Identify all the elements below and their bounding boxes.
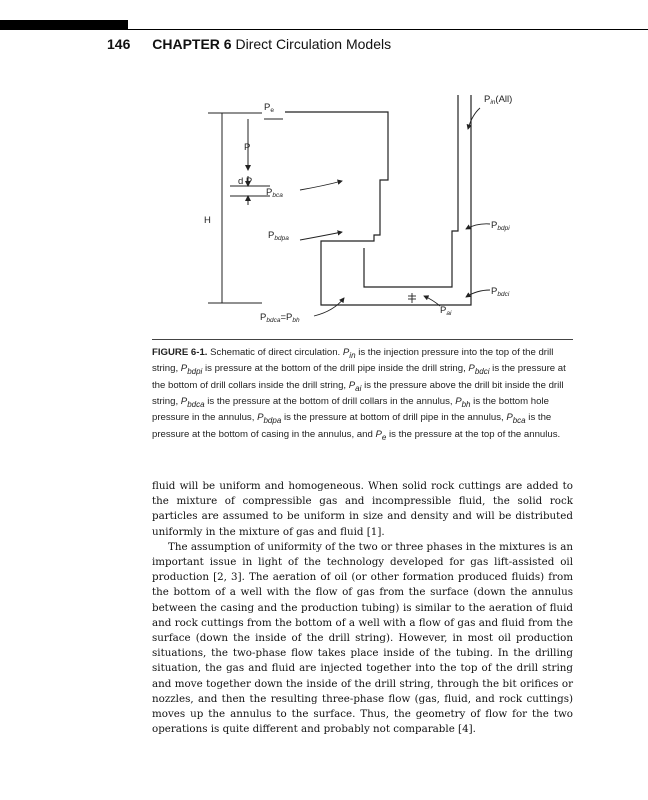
svg-text:Pbdci: $P_{bdci}$ bbox=[491, 286, 510, 298]
bit-symbol bbox=[408, 293, 416, 303]
pai-label: P bbox=[440, 305, 447, 316]
svg-text:Pbca: $P_{bca}$ bbox=[266, 187, 283, 199]
figure-caption: FIGURE 6-1. Schematic of direct circulation. $P_{in}$ is the injection pressure into the top of the drill string, $P_{bdpi}$ is pressure at the bottom of the drill pipe inside the drill string, $P_{bdci}$ is the pressure at the bottom of drill collars inside the drill string, $P_{ai}$ is the pressure above the drill bit inside the drill string, $P_{bdca}$ is the pressure at the bottom of drill collars in the annulus, $P_{bh}$ is the bottom hole pressure in the annulus, $P_{bdpa}$ is the pressure at bottom of drill pipe in the annulus, $P_{bca}$ is the pressure at the bottom of casing in the annulus, and $P_e$ is the pressure at the top of the annulus. bbox=[152, 347, 566, 442]
page-number: 146 bbox=[107, 36, 131, 52]
figure-label: FIGURE 6-1. bbox=[152, 347, 208, 358]
caption-rule bbox=[152, 339, 573, 340]
svg-text:Pe: $P_e$ bbox=[264, 102, 274, 114]
body-text bbox=[152, 479, 573, 737]
pbdci-arrow bbox=[466, 290, 490, 297]
pin-arrow bbox=[468, 108, 480, 129]
svg-text:Pai: $P_{ai}$ bbox=[440, 305, 452, 317]
pbdpa-label: P bbox=[268, 230, 275, 241]
pbdpi-label: P bbox=[491, 220, 498, 231]
pbdca-label: P bbox=[260, 312, 267, 323]
chapter-title: Direct Circulation Models bbox=[235, 36, 392, 52]
chapter-label: CHAPTER 6 bbox=[152, 36, 232, 52]
pbdci-label: P bbox=[491, 286, 498, 297]
leader-arrows bbox=[264, 108, 490, 316]
drill-string-outline bbox=[364, 95, 458, 287]
svg-text:Pin(All): $P_{in}(All)$ bbox=[484, 94, 513, 106]
pin-label: P bbox=[484, 94, 491, 105]
dp-label: d P bbox=[238, 176, 253, 187]
pbh-arrow bbox=[314, 298, 344, 316]
svg-text:Pbdca=Pbh: $P_{bdca}=P_{bh}$ bbox=[260, 312, 300, 324]
p-dimension-label: P bbox=[244, 142, 251, 153]
svg-text:Pbdpi: $P_{bdpi}$ bbox=[491, 220, 510, 232]
wellbore-outline bbox=[285, 95, 471, 305]
svg-text:Pbdpa: $P_{bdpa}$ bbox=[268, 230, 289, 242]
h-label: H bbox=[204, 215, 211, 226]
direct-circulation-figure bbox=[0, 0, 648, 340]
dimension-lines bbox=[208, 113, 273, 303]
pbca-arrow bbox=[300, 181, 342, 190]
pbca-label: P bbox=[266, 187, 273, 198]
pbdpi-arrow bbox=[466, 224, 490, 229]
pbdpa-arrow bbox=[300, 232, 342, 240]
well-geometry bbox=[285, 95, 471, 305]
pe-label: P bbox=[264, 102, 271, 113]
paragraph: The assumption of uniformity of the two or three phases in the mixtures is an important issue in light of the technology developed for gas lift-assisted oil production [2, 3]. The aeration of oil (or other formation produced fluids) from the bottom of a well with the flow of gas from the surface (down the annulus between the casing and the production tubing) is similar to the aeration of fluid and rock cuttings from the bottom of a well with a flow of gas and fluid from the surface (down the inside of the drill string). However, in most oil production situations, the two-phase flow takes place inside of the tubing. In the drilling situation, the gas and fluid are injected together into the top of the drill string and move together down the inside of the drill string, through the bit orifices or nozzles, and then the resulting three-phase flow (gas, fluid, and rock cuttings) moves up the annulus to the surface. Thus, the geometry of flow for the two operations is quite different and probably not comparable [4]. bbox=[152, 540, 574, 736]
paragraph: fluid will be uniform and homogeneous. When solid rock cuttings are added to the mixture of compressible gas and incompressible fluid, the solid rock particles are assumed to be uniform in size and density and will be distributed uniformly in the mixture of gas and fluid [1]. bbox=[152, 480, 573, 538]
